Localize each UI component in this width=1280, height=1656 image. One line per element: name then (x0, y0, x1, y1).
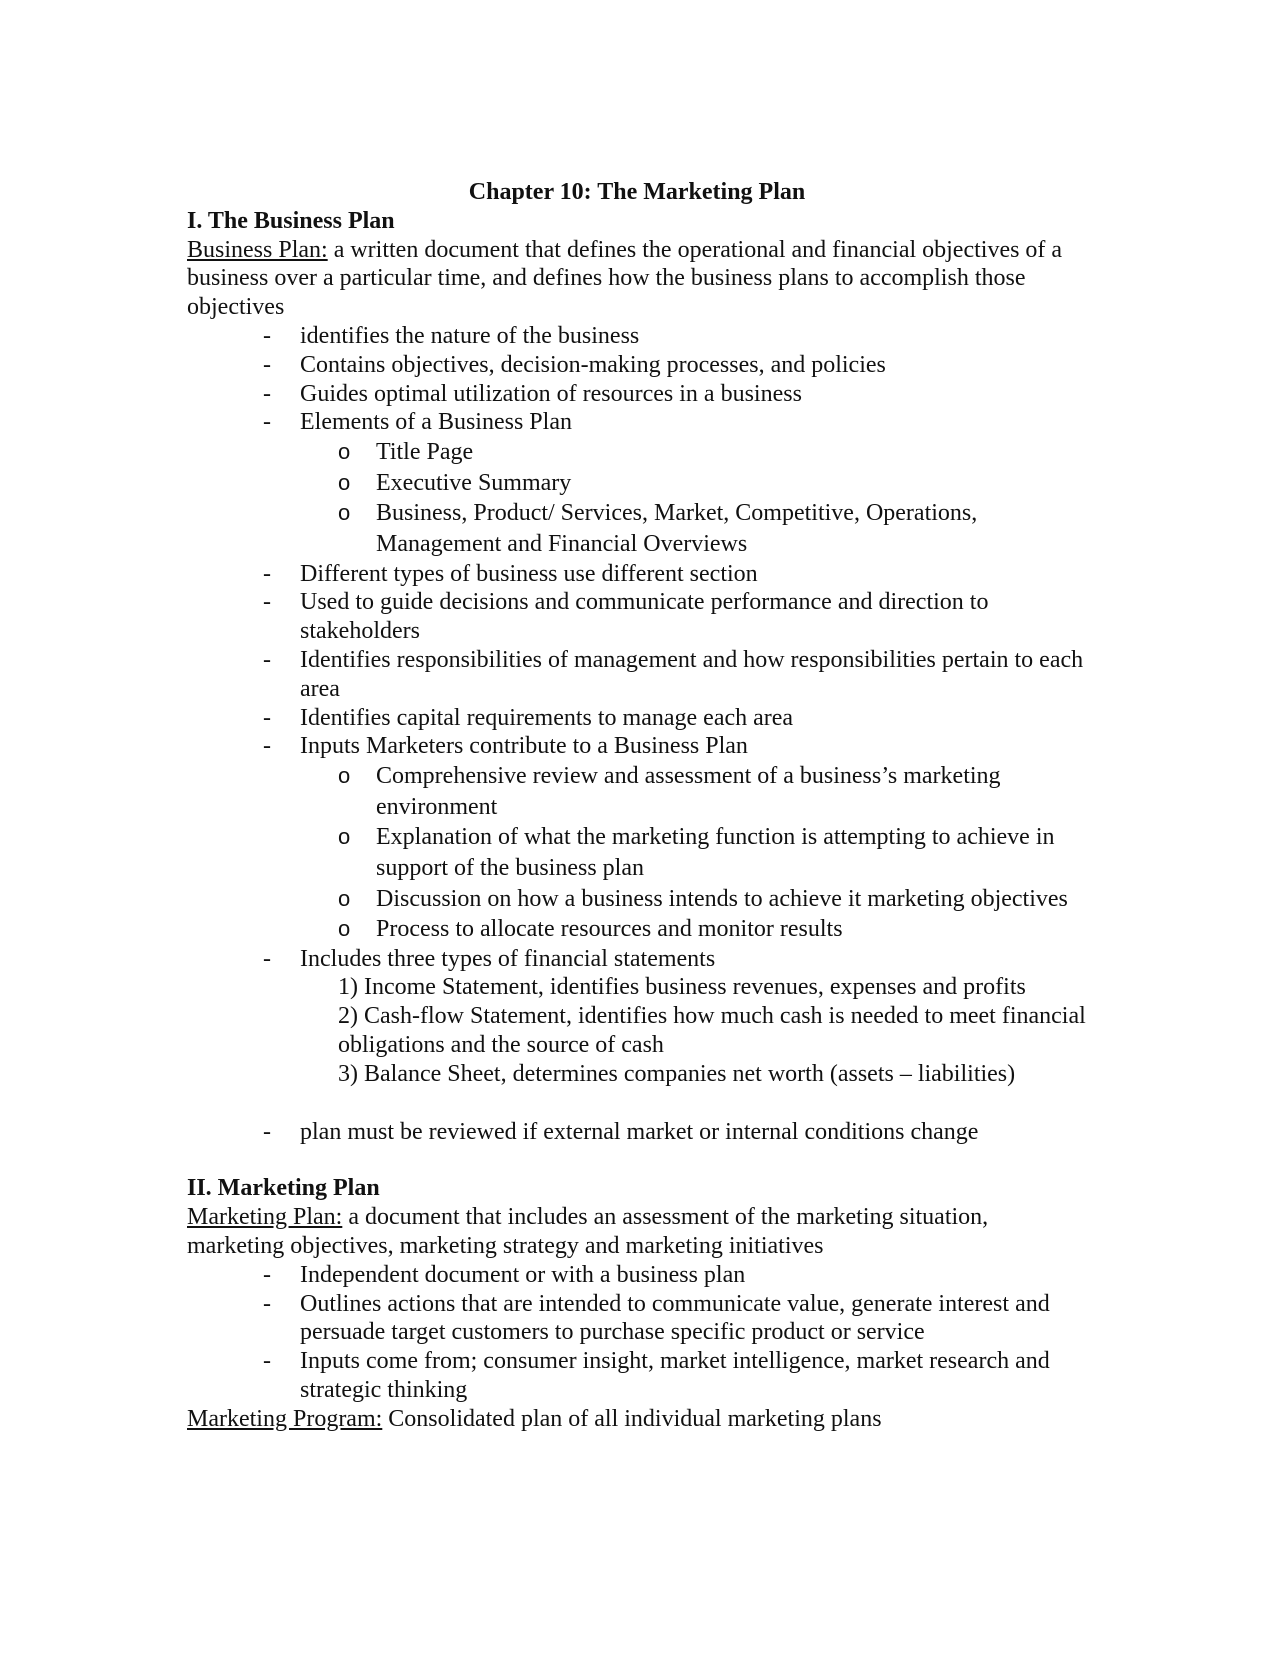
sublist-item (300, 822, 1087, 883)
list-item (187, 1347, 1087, 1405)
section-heading-marketing-plan: II. Marketing Plan (187, 1175, 380, 1202)
dash-marker: - (263, 733, 271, 760)
dash-marker: - (263, 351, 271, 378)
list-item-text: Identifies responsibilities of management and how responsibilities pertain to each area (300, 646, 1084, 702)
dash-marker: - (263, 945, 271, 972)
sublist-item (300, 498, 1087, 559)
page-title: Chapter 10: The Marketing Plan (468, 179, 806, 205)
definition-text: Consolidated plan of all individual marketing plans (382, 1405, 882, 1432)
dash-marker: - (263, 589, 271, 616)
list-item-text: Independent document or with a business plan (300, 1261, 746, 1288)
list-item (187, 560, 1087, 589)
circle-marker: o (338, 469, 351, 495)
dash-marker: - (263, 380, 271, 407)
business-plan-review-bullet (187, 1118, 1087, 1147)
dash-marker: - (263, 322, 271, 349)
list-item (187, 408, 1087, 559)
list-item (187, 588, 1087, 646)
business-plan-definition (187, 236, 1087, 322)
sublist-item (300, 761, 1087, 822)
spacer (187, 1089, 1087, 1118)
circle-marker: o (338, 763, 351, 789)
definition-text: a written document that defines the operational and financial objectives of a business over a particular time, and defines how the business plans to accomplish those objectives (187, 236, 1063, 321)
sublist-item-text: Business, Product/ Services, Market, Competitive, Operations, Management and Financial Overviews (376, 500, 978, 557)
section-heading-business-plan: I. The Business Plan (187, 207, 395, 234)
marketing-program-definition (187, 1405, 1087, 1434)
sublist-item-text: Executive Summary (376, 469, 572, 496)
inputs-sublist (300, 761, 1087, 945)
list-item-text: Includes three types of financial statements (300, 945, 716, 972)
circle-marker: o (338, 916, 351, 942)
definition-term: Business Plan: (187, 236, 328, 263)
sublist-item (300, 437, 1087, 468)
list-item (187, 1290, 1087, 1348)
circle-marker: o (338, 500, 351, 526)
list-item (187, 732, 1087, 944)
dash-marker: - (263, 1261, 271, 1288)
circle-marker: o (338, 885, 351, 911)
dash-marker: - (263, 409, 271, 436)
sublist-item-text: Comprehensive review and assessment of a business’s marketing environment (376, 763, 1001, 820)
list-item-text: Inputs come from; consumer insight, market intelligence, market research and strategic thinking (300, 1348, 1050, 1404)
circle-marker: o (338, 824, 351, 850)
sublist-item-text: Discussion on how a business intends to achieve it marketing objectives (376, 885, 1068, 912)
list-item (187, 1261, 1087, 1290)
circle-marker: o (338, 439, 351, 465)
list-item-text: Outlines actions that are intended to communicate value, generate interest and persuade target customers to purchase specific product or service (300, 1290, 1050, 1346)
list-item-text: Contains objectives, decision-making processes, and policies (300, 351, 886, 378)
definition-text: a document that includes an assessment of the marketing situation, marketing objectives, marketing strategy and marketing initiatives (187, 1204, 989, 1260)
list-item (187, 945, 1087, 1089)
document-body (187, 178, 1087, 1434)
dash-marker: - (263, 704, 271, 731)
list-item (187, 351, 1087, 380)
dash-marker: - (263, 560, 271, 587)
sublist-item (300, 884, 1087, 915)
marketing-plan-definition (187, 1203, 1087, 1261)
financial-statements-list (300, 973, 1087, 1088)
list-item (187, 704, 1087, 733)
numbered-item: 3) Balance Sheet, determines companies net worth (assets – liabilities) (338, 1060, 1016, 1087)
sublist-item-text: Process to allocate resources and monitor results (376, 916, 843, 943)
list-item (187, 646, 1087, 704)
elements-sublist (300, 437, 1087, 559)
marketing-plan-bullets (187, 1261, 1087, 1405)
list-item-text: Identifies capital requirements to manage each area (300, 704, 794, 731)
spacer (187, 1146, 1087, 1174)
list-item-text: plan must be reviewed if external market or internal conditions change (300, 1118, 979, 1145)
definition-term: Marketing Plan: (187, 1204, 343, 1231)
numbered-item: 1) Income Statement, identifies business revenues, expenses and profits (338, 974, 1026, 1001)
sublist-item (300, 914, 1087, 945)
dash-marker: - (263, 1290, 271, 1317)
list-item-text: Guides optimal utilization of resources in a business (300, 380, 802, 407)
definition-term: Marketing Program: (187, 1405, 383, 1432)
sublist-item-text: Explanation of what the marketing function is attempting to achieve in support of the business plan (376, 824, 1055, 881)
list-item (187, 1118, 1087, 1147)
business-plan-bullets (187, 322, 1087, 1089)
list-item-text: Different types of business use different section (300, 560, 758, 587)
dash-marker: - (263, 1118, 271, 1145)
list-item (187, 380, 1087, 409)
dash-marker: - (263, 1348, 271, 1375)
list-item (187, 322, 1087, 351)
sublist-item (300, 468, 1087, 499)
numbered-item: 2) Cash-flow Statement, identifies how much cash is needed to meet financial obligations and the source of cash (338, 1003, 1086, 1059)
sublist-item-text: Title Page (376, 439, 474, 466)
dash-marker: - (263, 646, 271, 673)
list-item-text: Inputs Marketers contribute to a Business Plan (300, 733, 748, 760)
list-item-text: Used to guide decisions and communicate performance and direction to stakeholders (300, 589, 989, 645)
list-item-text: identifies the nature of the business (300, 322, 640, 349)
list-item-text: Elements of a Business Plan (300, 409, 572, 436)
